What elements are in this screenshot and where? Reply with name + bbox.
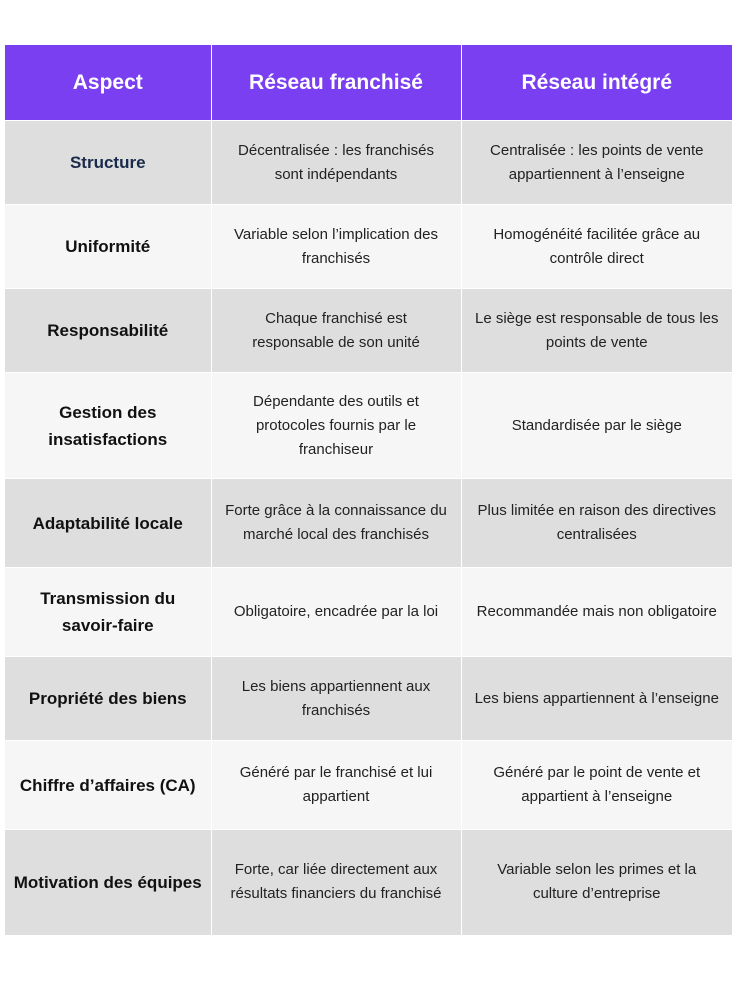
row-integrated: Homogénéité facilitée grâce au contrôle direct — [461, 205, 732, 289]
row-integrated: Plus limitée en raison des directives centralisées — [461, 479, 732, 568]
table-row — [5, 289, 732, 373]
row-aspect: Structure — [5, 121, 211, 205]
row-integrated: Généré par le point de vente et appartient à l’enseigne — [461, 741, 732, 830]
header-aspect: Aspect — [5, 45, 211, 121]
table-row — [5, 205, 732, 289]
row-franchise: Variable selon l’implication des franchisés — [211, 205, 461, 289]
table-row — [5, 479, 732, 568]
row-aspect: Adaptabilité locale — [5, 479, 211, 568]
row-integrated: Centralisée : les points de vente appartiennent à l’enseigne — [461, 121, 732, 205]
row-franchise: Généré par le franchisé et lui appartient — [211, 741, 461, 830]
table-row — [5, 657, 732, 741]
row-integrated: Le siège est responsable de tous les points de vente — [461, 289, 732, 373]
row-integrated: Recommandée mais non obligatoire — [461, 568, 732, 657]
row-aspect: Transmission du savoir-faire — [5, 568, 211, 657]
row-franchise: Chaque franchisé est responsable de son unité — [211, 289, 461, 373]
row-franchise: Obligatoire, encadrée par la loi — [211, 568, 461, 657]
row-franchise: Forte grâce à la connaissance du marché local des franchisés — [211, 479, 461, 568]
row-aspect: Propriété des biens — [5, 657, 211, 741]
row-franchise: Forte, car liée directement aux résultats financiers du franchisé — [211, 830, 461, 935]
row-aspect: Gestion des insatisfactions — [5, 373, 211, 479]
row-aspect: Uniformité — [5, 205, 211, 289]
table-row — [5, 373, 732, 479]
table-row — [5, 568, 732, 657]
row-integrated: Variable selon les primes et la culture d’entreprise — [461, 830, 732, 935]
row-franchise: Dépendante des outils et protocoles fournis par le franchiseur — [211, 373, 461, 479]
row-integrated: Standardisée par le siège — [461, 373, 732, 479]
table-row — [5, 121, 732, 205]
row-franchise: Décentralisée : les franchisés sont indépendants — [211, 121, 461, 205]
row-franchise: Les biens appartiennent aux franchisés — [211, 657, 461, 741]
row-integrated: Les biens appartiennent à l’enseigne — [461, 657, 732, 741]
row-aspect: Chiffre d’affaires (CA) — [5, 741, 211, 830]
comparison-table — [5, 45, 732, 935]
table-row — [5, 830, 732, 935]
row-aspect: Responsabilité — [5, 289, 211, 373]
header-integrated: Réseau intégré — [461, 45, 732, 121]
table-header-row — [5, 45, 732, 121]
header-franchise: Réseau franchisé — [211, 45, 461, 121]
row-aspect: Motivation des équipes — [5, 830, 211, 935]
table-row — [5, 741, 732, 830]
